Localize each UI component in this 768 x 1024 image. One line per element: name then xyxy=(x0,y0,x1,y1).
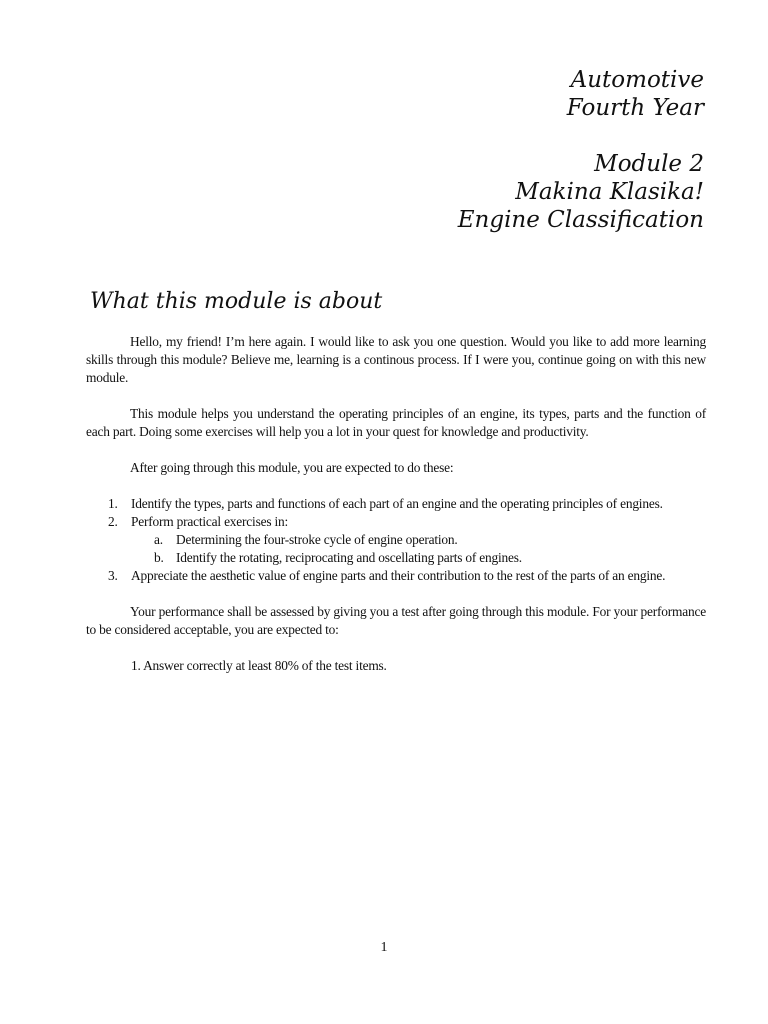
criteria-text: Answer correctly at least 80% of the test items. xyxy=(143,658,387,673)
purpose-paragraph: This module helps you understand the operating principles of an engine, its types, parts and the function of each part. Doing some exercises will help you a lot in your quest for knowledge and productivity. xyxy=(86,406,706,439)
course-title xyxy=(458,66,704,122)
sub-list-letter: a. xyxy=(154,532,163,547)
sub-list-item xyxy=(86,531,706,549)
sub-list-item xyxy=(86,549,706,567)
list-text: Appreciate the aesthetic value of engine parts and their contribution to the rest of the parts of an engine. xyxy=(131,568,666,583)
sub-list-text: Identify the rotating, reciprocating and oscellating parts of engines. xyxy=(176,550,522,565)
assessment-paragraph: Your performance shall be assessed by giving you a test after going through this module. For your performance to be considered acceptable, you are expected to: xyxy=(86,604,706,637)
course-year: Fourth Year xyxy=(566,95,704,121)
module-topic: Engine Classification xyxy=(457,207,704,233)
list-number: 1. xyxy=(108,496,118,511)
title-block xyxy=(458,66,704,234)
list-item xyxy=(86,513,706,567)
list-item xyxy=(86,567,706,585)
list-text: Perform practical exercises in: xyxy=(131,514,289,529)
module-name: Makina Klasika! xyxy=(515,179,704,205)
list-item xyxy=(86,495,706,513)
criteria-item xyxy=(86,657,706,675)
criteria-number: 1. xyxy=(131,658,141,673)
intro-paragraph: Hello, my friend! I’m here again. I would like to ask you one question. Would you like to add more learning skills through this module? Believe me, learning is a continous process. If I were you, continue going on with this new module. xyxy=(86,334,706,385)
section-heading: What this module is about xyxy=(90,289,383,314)
sub-list-letter: b. xyxy=(154,550,164,565)
course-subject: Automotive xyxy=(570,67,704,93)
sub-objectives-list xyxy=(131,531,706,567)
module-number: Module 2 xyxy=(594,151,704,177)
page-number: 1 xyxy=(380,940,388,955)
list-number: 3. xyxy=(108,568,118,583)
sub-list-text: Determining the four-stroke cycle of engine operation. xyxy=(176,532,458,547)
list-text: Identify the types, parts and functions of each part of an engine and the operating principles of engines. xyxy=(131,496,663,511)
objectives-list xyxy=(86,495,706,585)
module-body xyxy=(86,333,706,675)
module-title xyxy=(458,150,704,234)
list-number: 2. xyxy=(108,514,118,529)
expected-paragraph: After going through this module, you are expected to do these: xyxy=(130,460,454,475)
